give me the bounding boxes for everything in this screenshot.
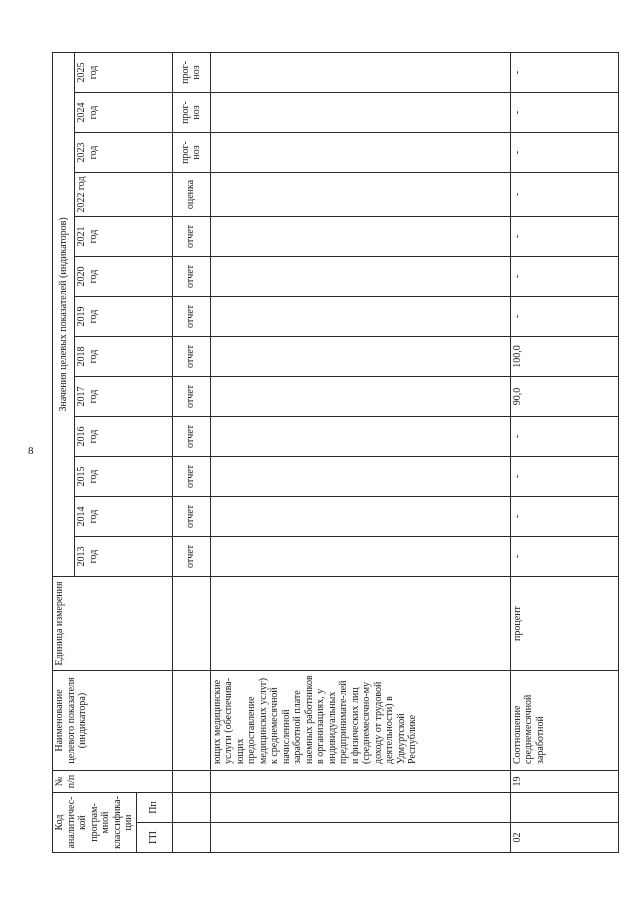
indicators-table (52, 52, 619, 853)
header-name: Наименование целевого показателя (индикатора) (53, 671, 173, 771)
year-2013: 2013 год (75, 537, 173, 577)
year-2018: 2018 год (75, 337, 173, 377)
status-2023: прог-ноз (172, 133, 210, 173)
year-2020: 2020 год (75, 257, 173, 297)
row2-v2020: - (510, 257, 618, 297)
row1-unit (210, 577, 510, 671)
row1-v2015 (210, 457, 510, 497)
year-2017: 2017 год (75, 377, 173, 417)
row2-v2023: - (510, 133, 618, 173)
row1-pp (210, 793, 510, 823)
page-number: 8 (28, 445, 34, 457)
status-2022: оценка (172, 173, 210, 217)
row1-v2017 (210, 377, 510, 417)
row2-unit: процент (510, 577, 618, 671)
row1-v2018 (210, 337, 510, 377)
row2-v2016: - (510, 417, 618, 457)
year-2014: 2014 год (75, 497, 173, 537)
header-num: № п/п (53, 771, 173, 793)
row1-v2016 (210, 417, 510, 457)
table-row (210, 52, 510, 852)
row1-v2022 (210, 173, 510, 217)
row1-v2024 (210, 93, 510, 133)
row2-v2013: - (510, 537, 618, 577)
status-2014: отчет (172, 497, 210, 537)
row2-v2021: - (510, 217, 618, 257)
row1-v2020 (210, 257, 510, 297)
header-unit: Единица измерения (53, 577, 173, 671)
year-2025: 2025 год (75, 52, 173, 92)
year-2016: 2016 год (75, 417, 173, 457)
year-2024: 2024 год (75, 93, 173, 133)
header-code: Код аналитичес-кой програм-мной классифика-ции (53, 793, 137, 853)
header-pp: Пп (136, 793, 172, 823)
rotated-table-area (52, 53, 617, 853)
header-gp: ГП (136, 823, 172, 853)
row2-v2022: - (510, 173, 618, 217)
status-2024: прог-ноз (172, 93, 210, 133)
row2-pp (510, 793, 618, 823)
header-values-title: Значения целевых показателей (индикаторов) (53, 52, 75, 576)
row2-v2014: - (510, 497, 618, 537)
row1-v2013 (210, 537, 510, 577)
status-2017: отчет (172, 377, 210, 417)
row1-v2025 (210, 52, 510, 92)
row2-v2019: - (510, 297, 618, 337)
year-2019: 2019 год (75, 297, 173, 337)
year-2022: 2022 год (75, 173, 173, 217)
row2-v2017: 90,0 (510, 377, 618, 417)
status-2016: отчет (172, 417, 210, 457)
row2-num: 19 (510, 771, 618, 793)
year-2015: 2015 год (75, 457, 173, 497)
row1-v2019 (210, 297, 510, 337)
status-2013: отчет (172, 537, 210, 577)
row1-name: ющих медицинские услуги (обеспечива-ющих предоставление медицинских услуг) к среднемесячной начисленной заработной плате наемных работников в организациях, у индивидуальных предпринимате-лей и физических лиц (среднемесячно-му доходу от трудовой деятельности) в Удмуртской Республике (210, 671, 510, 771)
row1-gp (210, 823, 510, 853)
row2-v2018: 100,0 (510, 337, 618, 377)
row1-v2014 (210, 497, 510, 537)
row1-v2023 (210, 133, 510, 173)
row2-name: Соотношение среднемесячной заработной (510, 671, 618, 771)
status-2018: отчет (172, 337, 210, 377)
status-2015: отчет (172, 457, 210, 497)
row2-v2024: - (510, 93, 618, 133)
row1-v2021 (210, 217, 510, 257)
table-row (510, 52, 618, 852)
row2-v2025: - (510, 52, 618, 92)
status-2025: прог-ноз (172, 52, 210, 92)
status-2021: отчет (172, 217, 210, 257)
row1-num (210, 771, 510, 793)
status-2019: отчет (172, 297, 210, 337)
row2-gp: 02 (510, 823, 618, 853)
year-2023: 2023 год (75, 133, 173, 173)
row2-v2015: - (510, 457, 618, 497)
year-2021: 2021 год (75, 217, 173, 257)
status-2020: отчет (172, 257, 210, 297)
